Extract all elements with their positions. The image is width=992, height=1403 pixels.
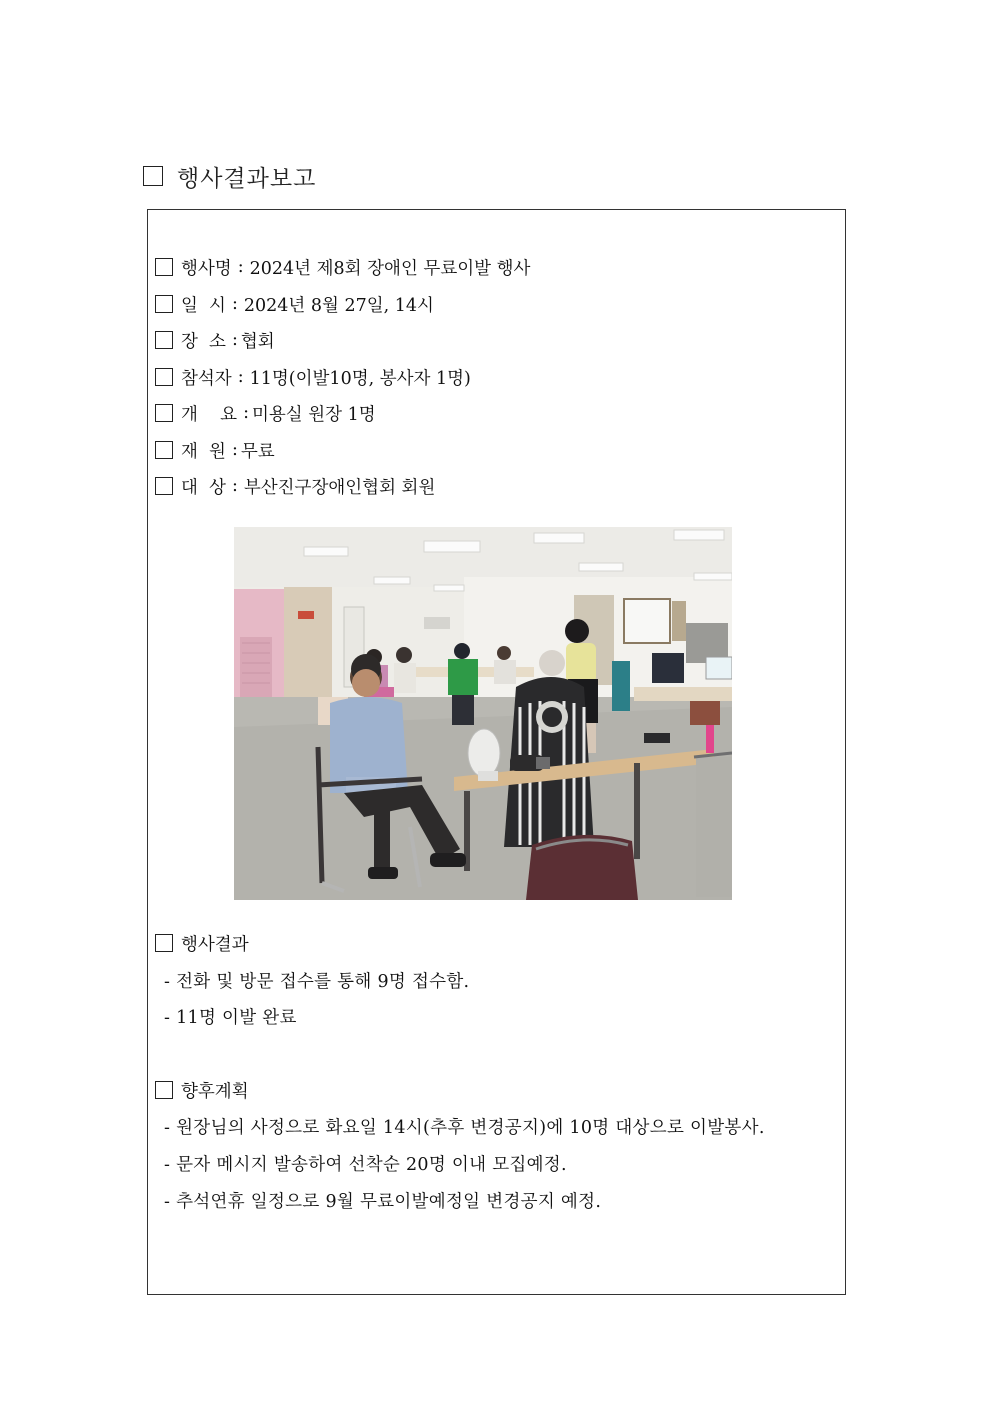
info-row-event-name	[155, 253, 530, 281]
section-title-text: 행사결과	[181, 934, 249, 955]
info-label: 장 소	[181, 331, 226, 352]
info-row-place	[155, 326, 275, 354]
info-separator: :	[231, 330, 238, 350]
info-value: 협회	[240, 331, 275, 352]
result-item: - 11명 이발 완료	[164, 1007, 297, 1028]
info-label: 대 상	[181, 477, 226, 498]
info-label: 행사명	[181, 258, 232, 279]
checkbox-icon	[155, 368, 173, 386]
info-separator: :	[243, 403, 249, 423]
info-separator: :	[231, 294, 238, 314]
section-title-text: 향후계획	[181, 1081, 249, 1102]
checkbox-icon	[155, 934, 173, 952]
section-title-plans	[155, 1076, 249, 1104]
checkbox-icon	[155, 258, 173, 276]
info-row-overview	[155, 399, 376, 427]
info-label: 참석자	[181, 368, 232, 389]
checkbox-icon	[143, 166, 163, 186]
info-separator: :	[237, 257, 244, 277]
section-title-results	[155, 929, 249, 957]
checkbox-icon	[155, 477, 173, 495]
info-label: 개 요	[181, 404, 238, 425]
plan-item: - 추석연휴 일정으로 9월 무료이발예정일 변경공지 예정.	[164, 1191, 602, 1212]
info-value: 2024년 제8회 장애인 무료이발 행사	[249, 258, 531, 279]
info-value: 11명(이발10명, 봉사자 1명)	[249, 368, 471, 389]
info-value: 2024년 8월 27일, 14시	[243, 295, 434, 316]
page-heading	[143, 160, 316, 192]
plan-item: - 원장님의 사정으로 화요일 14시(추후 변경공지)에 10명 대상으로 이발봉사.	[164, 1117, 765, 1138]
checkbox-icon	[155, 404, 173, 422]
plan-item: - 문자 메시지 발송하여 선착순 20명 이내 모집예정.	[164, 1154, 567, 1175]
info-label: 재 원	[181, 441, 226, 462]
checkbox-icon	[155, 331, 173, 349]
checkbox-icon	[155, 295, 173, 313]
info-row-funding	[155, 436, 275, 464]
event-photo	[234, 527, 732, 900]
info-separator: :	[237, 367, 244, 387]
info-separator: :	[231, 440, 238, 460]
info-value: 부산진구장애인협회 회원	[243, 477, 436, 498]
info-separator: :	[231, 476, 238, 496]
info-row-attendees	[155, 363, 471, 391]
checkbox-icon	[155, 441, 173, 459]
info-label: 일 시	[181, 295, 226, 316]
result-item: - 전화 및 방문 접수를 통해 9명 접수함.	[164, 971, 470, 992]
info-row-datetime	[155, 290, 434, 318]
info-row-target	[155, 472, 435, 500]
checkbox-icon	[155, 1081, 173, 1099]
page-title: 행사결과보고	[177, 165, 317, 192]
info-value: 미용실 원장 1명	[251, 404, 376, 425]
info-value: 무료	[240, 441, 275, 462]
